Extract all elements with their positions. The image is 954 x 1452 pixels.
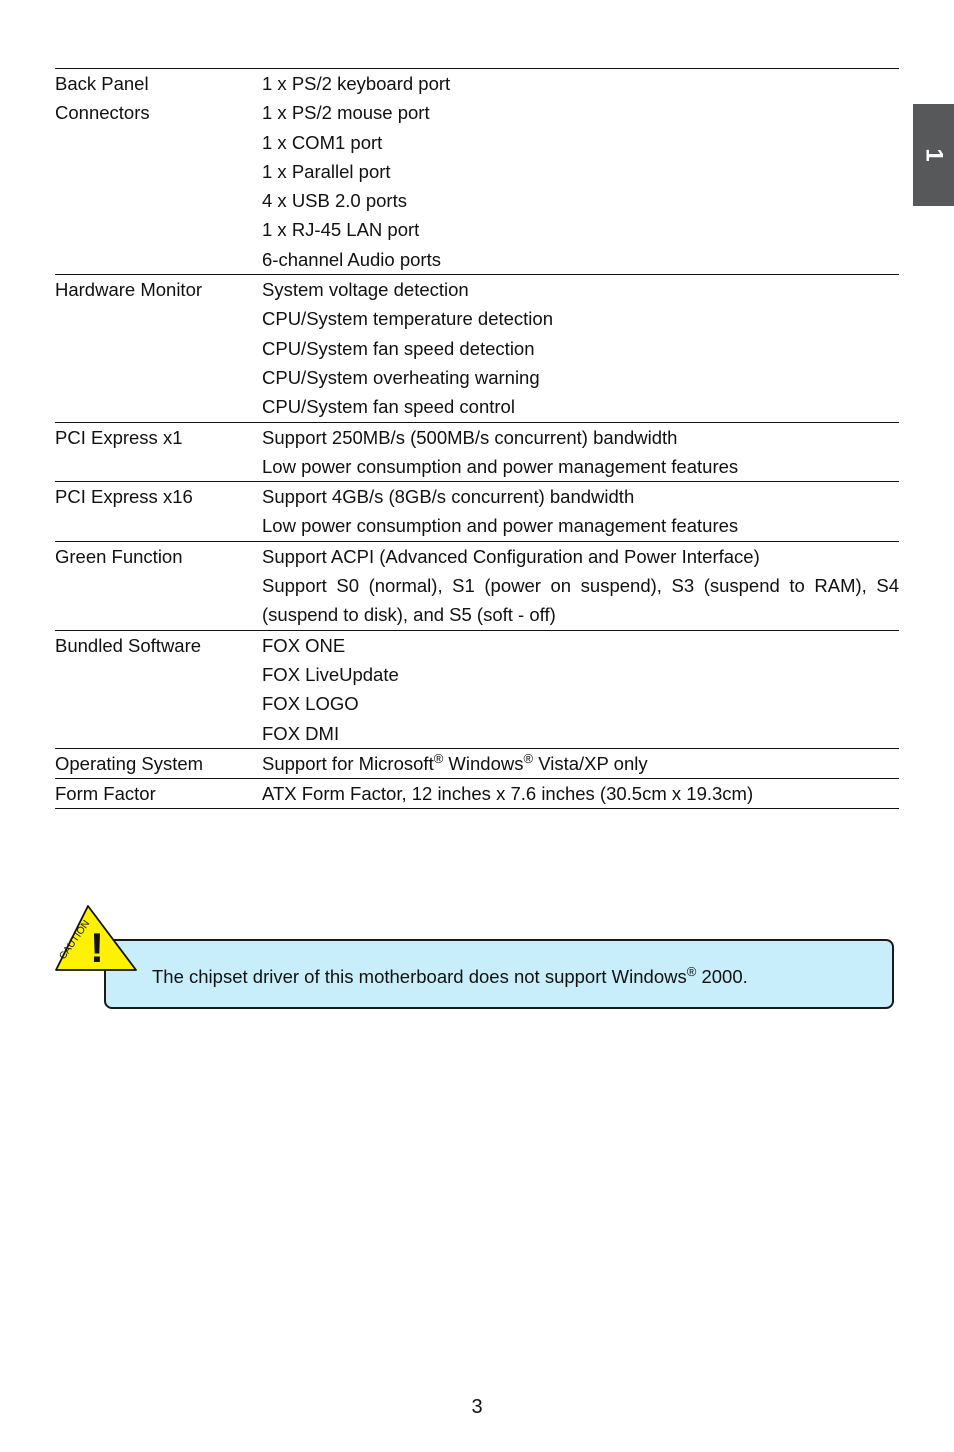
spec-value-line: 1 x PS/2 mouse port xyxy=(262,102,430,124)
spec-label xyxy=(55,422,262,482)
os-text-part2: Windows xyxy=(443,752,524,774)
spec-row xyxy=(55,482,899,542)
spec-value-line: Low power consumption and power management features xyxy=(262,455,739,477)
spec-row xyxy=(55,69,899,275)
caution-note-box xyxy=(104,939,894,1009)
spec-label xyxy=(55,482,262,542)
spec-value-line: 1 x COM1 port xyxy=(262,131,383,153)
spec-label-line: Hardware Monitor xyxy=(55,279,203,301)
chapter-tab xyxy=(913,104,954,206)
spec-label xyxy=(55,275,262,422)
spec-label-line: Bundled Software xyxy=(55,634,202,656)
spec-value-line: 4 x USB 2.0 ports xyxy=(262,190,407,212)
spec-value-line: FOX LOGO xyxy=(262,693,359,715)
page-number: 3 xyxy=(471,1396,483,1418)
spec-row-operating-system xyxy=(55,748,899,778)
spec-value-line: Low power consumption and power management features xyxy=(262,515,739,537)
spec-row-form-factor xyxy=(55,779,899,809)
os-text-part3: Vista/XP only xyxy=(533,752,648,774)
spec-row xyxy=(55,541,899,630)
spec-value-line: (suspend to disk), and S5 (soft - off) xyxy=(262,604,556,626)
spec-value-line: 1 x Parallel port xyxy=(262,160,391,182)
spec-value-line: Support ACPI (Advanced Configuration and Power Interface) xyxy=(262,545,760,567)
registered-mark: ® xyxy=(686,964,697,979)
spec-value xyxy=(262,779,899,809)
spec-label-line: Green Function xyxy=(55,545,183,567)
caution-text-part1: The chipset driver of this motherboard does not support Windows xyxy=(152,966,687,987)
spec-value xyxy=(262,630,899,748)
spec-value-line: System voltage detection xyxy=(262,279,469,301)
spec-value-line: FOX ONE xyxy=(262,634,346,656)
spec-label: Operating System xyxy=(55,748,262,778)
spec-value-line: ATX Form Factor, 12 inches x 7.6 inches (30.5cm x 19.3cm) xyxy=(262,783,754,805)
specification-table xyxy=(55,68,899,809)
spec-value-line: Support 250MB/s (500MB/s concurrent) bandwidth xyxy=(262,426,678,448)
spec-value xyxy=(262,541,899,630)
registered-mark: ® xyxy=(433,750,444,766)
spec-value-line xyxy=(262,749,899,778)
warning-exclamation: ! xyxy=(90,924,104,971)
spec-value xyxy=(262,748,899,778)
caution-icon-label: CAUTION xyxy=(57,918,93,962)
spec-value xyxy=(262,69,899,275)
spec-label-line: Back Panel xyxy=(55,73,149,94)
spec-value-line: CPU/System temperature detection xyxy=(262,308,553,330)
spec-value xyxy=(262,275,899,422)
spec-label-line: Connectors xyxy=(55,102,150,124)
spec-row xyxy=(55,275,899,422)
spec-value-line: CPU/System fan speed detection xyxy=(262,337,535,359)
spec-label: Form Factor xyxy=(55,779,262,809)
specification-table-body xyxy=(55,69,899,809)
os-text-part1: Support for Microsoft xyxy=(262,752,434,774)
spec-value-line: CPU/System overheating warning xyxy=(262,366,540,388)
spec-value xyxy=(262,422,899,482)
spec-value-line: 1 x RJ-45 LAN port xyxy=(262,219,420,241)
spec-label xyxy=(55,69,262,275)
spec-value-line: 6-channel Audio ports xyxy=(262,248,441,270)
spec-label-line: PCI Express x1 xyxy=(55,426,183,448)
caution-warning-icon xyxy=(52,902,142,976)
spec-label xyxy=(55,541,262,630)
caution-text-part2: 2000. xyxy=(696,966,748,987)
caution-note-text xyxy=(152,963,748,991)
spec-label-line: PCI Express x16 xyxy=(55,486,193,508)
spec-row xyxy=(55,422,899,482)
spec-label xyxy=(55,630,262,748)
spec-value-line: 1 x PS/2 keyboard port xyxy=(262,73,451,94)
spec-value xyxy=(262,482,899,542)
spec-value-line: Support 4GB/s (8GB/s concurrent) bandwidth xyxy=(262,486,635,508)
chapter-tab-label: 1 xyxy=(920,148,948,162)
spec-row xyxy=(55,630,899,748)
spec-value-line: CPU/System fan speed control xyxy=(262,396,515,418)
spec-value-line: FOX DMI xyxy=(262,722,340,744)
spec-value-line: Support S0 (normal), S1 (power on suspend), S3 (suspend to RAM), S4 xyxy=(262,575,899,597)
registered-mark: ® xyxy=(523,750,534,766)
spec-value-line: FOX LiveUpdate xyxy=(262,663,399,685)
